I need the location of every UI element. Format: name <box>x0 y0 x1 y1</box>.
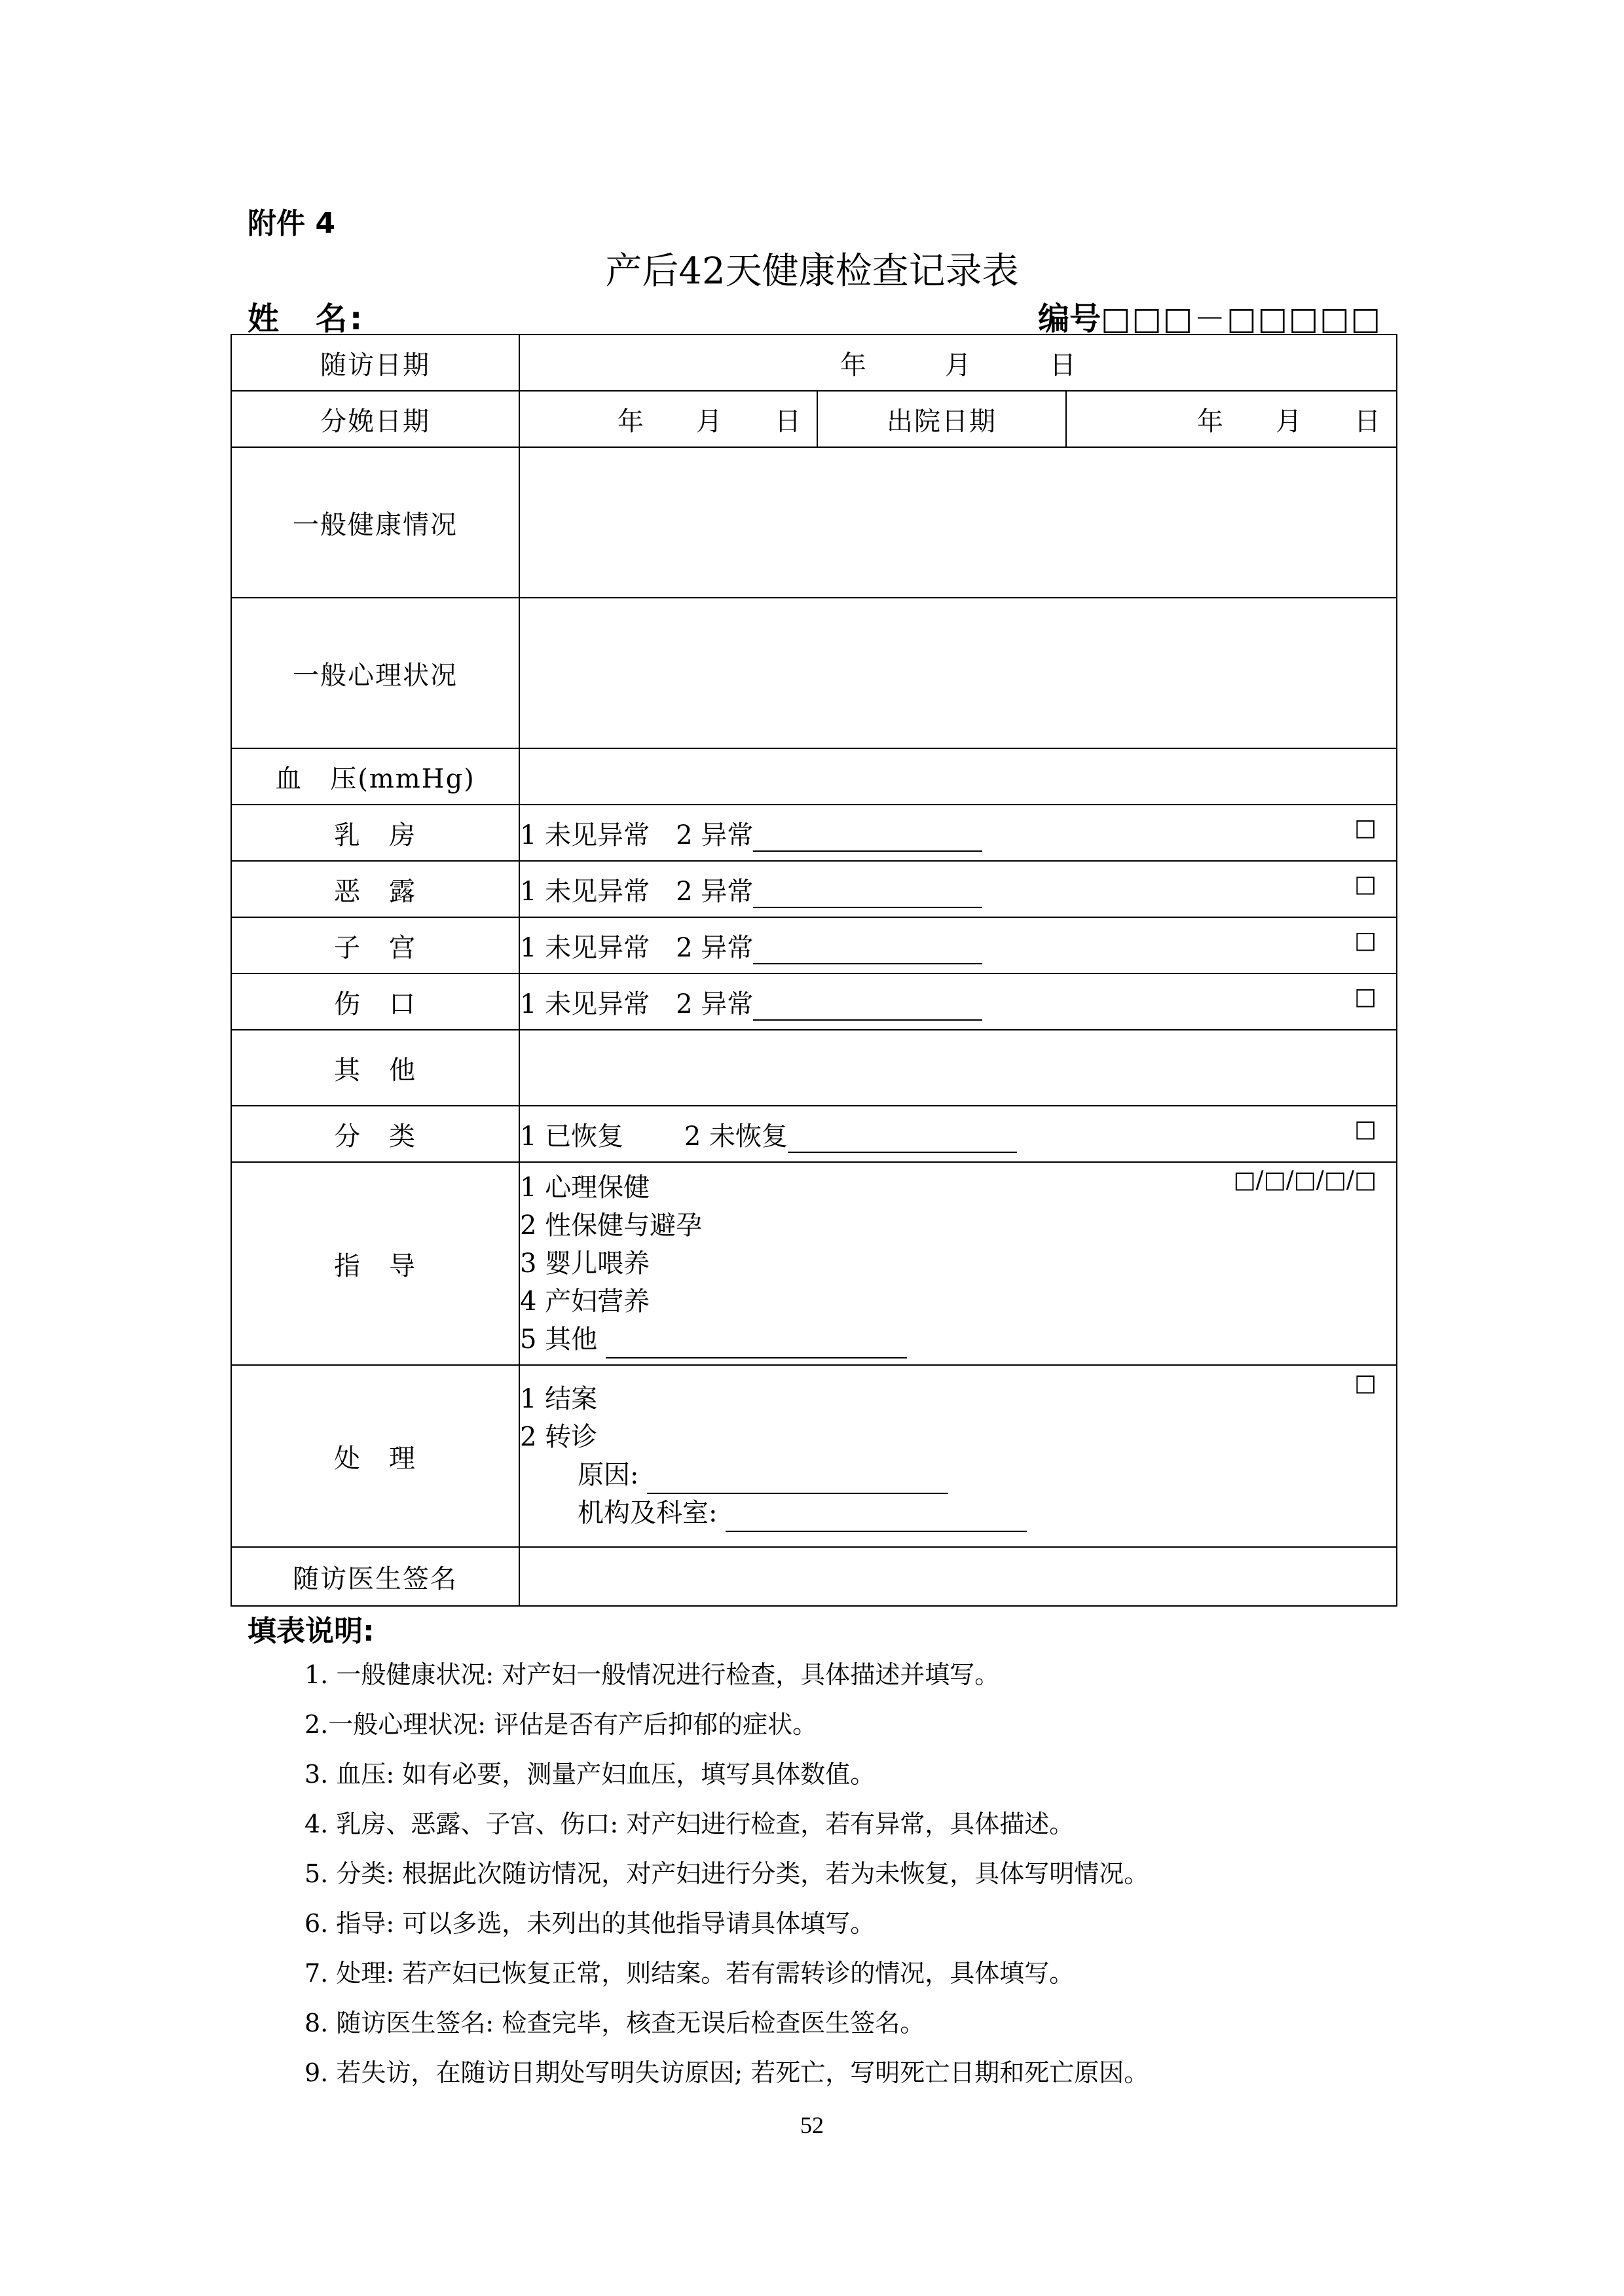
wound-label: 伤 口 <box>231 974 519 1030</box>
row-lochia <box>231 861 1397 917</box>
guidance-option-4[interactable]: 4 产妇营养 <box>520 1286 650 1317</box>
lochia-checkbox[interactable]: □ <box>1354 871 1377 898</box>
breast-field[interactable] <box>519 805 1397 861</box>
followup-date-field[interactable]: 年 月 日 <box>519 335 1397 391</box>
followup-date-label: 随访日期 <box>231 335 519 391</box>
note-item: 8. 随访医生签名: 检查完毕，核查无误后检查医生签名。 <box>304 2009 925 2037</box>
referral-reason-row <box>520 1456 1396 1494</box>
row-blood-pressure <box>231 748 1397 805</box>
note-item: 9. 若失访，在随访日期处写明失访原因; 若死亡，写明死亡日期和死亡原因。 <box>304 2058 1149 2087</box>
classification-blank-line[interactable] <box>788 1129 1017 1153</box>
guidance-option-5-row <box>520 1321 1396 1358</box>
uterus-field[interactable] <box>519 917 1397 974</box>
discharge-date-field[interactable]: 年 月 日 <box>1066 391 1397 447</box>
referral-institution-label: 机构及科室: <box>578 1498 718 1528</box>
note-item: 2.一般心理状况: 评估是否有产后抑郁的症状。 <box>304 1710 818 1739</box>
form-title: 产后42天健康检查记录表 <box>605 250 1019 293</box>
other-field[interactable] <box>519 1030 1397 1106</box>
general-health-field[interactable] <box>519 447 1397 598</box>
note-item: 7. 处理: 若产妇已恢复正常，则结案。若有需转诊的情况，具体填写。 <box>304 1959 1075 1988</box>
row-general-health <box>231 447 1397 598</box>
note-item: 4. 乳房、恶露、子宫、伤口: 对产妇进行检查，若有异常，具体描述。 <box>304 1810 1075 1838</box>
annex-label: 附件 4 <box>248 207 335 240</box>
blood-pressure-label: 血 压(mmHg) <box>231 748 519 805</box>
row-guidance <box>231 1162 1397 1365</box>
record-table <box>231 334 1397 1607</box>
wound-options: 1 未见异常 2 异常 <box>520 989 754 1019</box>
delivery-date-field[interactable]: 年 月 日 <box>519 391 817 447</box>
uterus-blank-line[interactable] <box>753 941 982 964</box>
referral-reason-label: 原因: <box>578 1460 639 1490</box>
row-general-psych <box>231 598 1397 748</box>
notes-list <box>304 1650 1149 2098</box>
guidance-option-5[interactable]: 5 其他 <box>520 1324 598 1355</box>
uterus-checkbox[interactable]: □ <box>1354 927 1377 954</box>
treatment-field[interactable] <box>519 1365 1397 1547</box>
general-psych-label: 一般心理状况 <box>231 598 519 748</box>
discharge-date-label: 出院日期 <box>817 391 1066 447</box>
delivery-date-label: 分娩日期 <box>231 391 519 447</box>
guidance-field[interactable] <box>519 1162 1397 1365</box>
row-treatment <box>231 1365 1397 1547</box>
classification-field[interactable] <box>519 1106 1397 1162</box>
page-number: 52 <box>800 2112 824 2138</box>
classification-checkbox[interactable]: □ <box>1354 1116 1377 1142</box>
breast-options: 1 未见异常 2 异常 <box>520 820 754 850</box>
referral-institution-blank-line[interactable] <box>726 1508 1027 1532</box>
doctor-signature-label: 随访医生签名 <box>231 1547 519 1606</box>
row-doctor-signature <box>231 1547 1397 1606</box>
uterus-label: 子 宫 <box>231 917 519 974</box>
row-uterus <box>231 917 1397 974</box>
referral-institution-row <box>520 1494 1396 1532</box>
guidance-option-1[interactable]: 1 心理保健 <box>520 1173 650 1203</box>
lochia-blank-line[interactable] <box>753 884 982 908</box>
code-field <box>1038 293 1382 338</box>
code-label: 编号 <box>1038 301 1101 337</box>
referral-reason-blank-line[interactable] <box>647 1470 948 1494</box>
notes-title: 填表说明: <box>248 1614 375 1648</box>
row-delivery-date <box>231 391 1397 447</box>
lochia-field[interactable] <box>519 861 1397 917</box>
treatment-checkbox[interactable]: □ <box>1354 1370 1377 1396</box>
guidance-other-blank-line[interactable] <box>606 1335 907 1358</box>
breast-label: 乳 房 <box>231 805 519 861</box>
lochia-label: 恶 露 <box>231 861 519 917</box>
guidance-checkboxes[interactable]: □/□/□/□/□ <box>1233 1167 1377 1194</box>
guidance-option-3[interactable]: 3 婴儿喂养 <box>520 1248 650 1279</box>
lochia-options: 1 未见异常 2 异常 <box>520 876 754 907</box>
general-health-label: 一般健康情况 <box>231 447 519 598</box>
row-followup-date <box>231 335 1397 391</box>
wound-field[interactable] <box>519 974 1397 1030</box>
wound-checkbox[interactable]: □ <box>1354 983 1377 1010</box>
note-item: 5. 分类: 根据此次随访情况，对产妇进行分类，若为未恢复，具体写明情况。 <box>304 1859 1149 1888</box>
classification-label: 分 类 <box>231 1106 519 1162</box>
classification-options: 1 已恢复 2 未恢复 <box>520 1121 788 1152</box>
treatment-option-2[interactable]: 2 转诊 <box>520 1422 598 1452</box>
guidance-option-2[interactable]: 2 性保健与避孕 <box>520 1211 703 1241</box>
name-label: 姓 名: <box>248 301 365 337</box>
treatment-label: 处 理 <box>231 1365 519 1547</box>
blood-pressure-field[interactable] <box>519 748 1397 805</box>
uterus-options: 1 未见异常 2 异常 <box>520 932 754 963</box>
other-label: 其 他 <box>231 1030 519 1106</box>
doctor-signature-field[interactable] <box>519 1547 1397 1606</box>
code-boxes[interactable]: □□□－□□□□□ <box>1101 301 1382 337</box>
row-breast <box>231 805 1397 861</box>
general-psych-field[interactable] <box>519 598 1397 748</box>
guidance-label: 指 导 <box>231 1162 519 1365</box>
breast-checkbox[interactable]: □ <box>1354 814 1377 841</box>
row-wound <box>231 974 1397 1030</box>
note-item: 1. 一般健康状况: 对产妇一般情况进行检查，具体描述并填写。 <box>304 1660 1000 1689</box>
note-item: 6. 指导: 可以多选，未列出的其他指导请具体填写。 <box>304 1909 876 1938</box>
wound-blank-line[interactable] <box>753 997 982 1021</box>
breast-blank-line[interactable] <box>753 828 982 852</box>
note-item: 3. 血压: 如有必要，测量产妇血压，填写具体数值。 <box>304 1760 876 1789</box>
treatment-option-1[interactable]: 1 结案 <box>520 1384 598 1414</box>
row-other <box>231 1030 1397 1106</box>
row-classification <box>231 1106 1397 1162</box>
